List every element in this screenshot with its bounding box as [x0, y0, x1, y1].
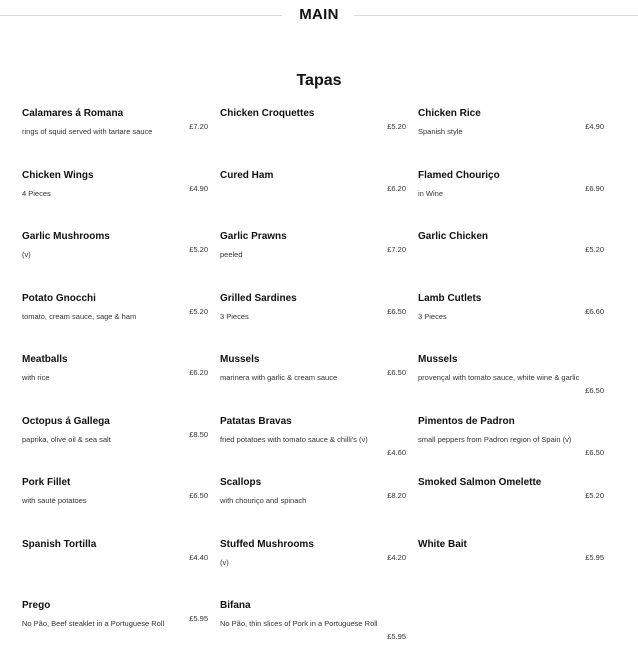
menu-item-description: in Wine: [418, 188, 444, 198]
menu-item: [220, 354, 406, 416]
menu-item-name: Garlic Mushrooms: [22, 231, 110, 242]
menu-item: [22, 231, 208, 293]
menu-item-name: Mussels: [418, 354, 458, 365]
menu-item: [22, 354, 208, 416]
header-rule-right: [354, 15, 638, 16]
menu-item-name: Patatas Bravas: [220, 415, 292, 427]
menu-item-description: No Pão, Beef steaklet in a Portuguese Roll: [22, 619, 165, 628]
menu-item-description: (v): [220, 557, 229, 567]
menu-item: [418, 231, 604, 293]
menu-item-name: Lamb Cutlets: [418, 292, 482, 304]
menu-item: [22, 293, 208, 355]
menu-item-name: Octopus á Gallega: [22, 415, 110, 427]
menu-item: [418, 416, 604, 478]
menu-item: [22, 416, 208, 478]
menu-item-price: £4.40: [189, 552, 208, 562]
menu-item-name: Stuffed Mushrooms: [220, 538, 314, 550]
menu-item-name: Smoked Salmon Omelette: [418, 477, 542, 488]
menu-item-description: provençal with tomato sauce, white wine & garlic: [418, 373, 580, 382]
menu-item-price: £7.20: [189, 122, 208, 131]
menu-item: [418, 354, 604, 416]
menu-item: [418, 477, 604, 539]
menu-item: [220, 416, 406, 478]
menu-item-description: with sauté potatoes: [22, 496, 87, 505]
menu-item-name: Pork Fillet: [22, 477, 71, 488]
menu-item: [22, 477, 208, 539]
menu-item-name: Spanish Tortilla: [22, 538, 97, 550]
menu-item: [220, 108, 406, 170]
menu-item: [220, 170, 406, 232]
menu-item-description: marinera with garlic & cream sauce: [220, 373, 338, 382]
menu-item-name: Cured Ham: [220, 169, 274, 181]
menu-title: MAIN: [299, 6, 339, 23]
menu-item-price: £6.50: [585, 386, 604, 395]
menu-item-price: £5.20: [585, 245, 604, 254]
menu-item-name: Potato Gnocchi: [22, 292, 96, 304]
menu-item-price: £7.20: [387, 245, 406, 254]
menu-item-price: £5.95: [189, 614, 208, 623]
menu-item-name: Pimentos de Padron: [418, 415, 515, 427]
menu-item-description: 3 Pieces: [418, 311, 447, 321]
menu-item-name: Meatballs: [22, 354, 68, 365]
menu-item-price: £5.20: [189, 245, 208, 254]
menu-item-description: small peppers from Padron region of Spain (v): [418, 434, 572, 444]
menu-item-description: No Pão, thin slices of Pork in a Portuguese Roll: [220, 619, 378, 628]
menu-item-price: £6.50: [189, 491, 208, 500]
menu-item-description: rings of squid served with tartare sauce: [22, 127, 153, 136]
menu-item-price: £5.20: [387, 122, 406, 131]
menu-item-name: Chicken Wings: [22, 169, 94, 181]
menu-item-price: £4.90: [189, 183, 208, 193]
menu-item-description: with chouriço and spinach: [220, 496, 307, 505]
menu-item-description: paprika, olive oil & sea salt: [22, 434, 111, 444]
menu-item-price: £8.20: [387, 491, 406, 500]
menu-item-price: £4.60: [387, 447, 406, 457]
menu-item-name: Scallops: [220, 477, 262, 488]
menu-item-name: Mussels: [220, 354, 260, 365]
menu-item-name: Garlic Chicken: [418, 231, 489, 242]
menu-item: [22, 170, 208, 232]
menu-item: [22, 600, 208, 662]
menu-item-price: £5.95: [387, 632, 406, 641]
menu-item-description: tomato, cream sauce, sage & ham: [22, 311, 137, 321]
menu-item-price: £4.20: [387, 552, 406, 562]
menu-item-price: £4.90: [585, 122, 604, 131]
menu-item-description: peeled: [220, 250, 243, 259]
menu-item-price: £5.20: [189, 306, 208, 316]
menu-item-name: Chicken Rice: [418, 108, 481, 119]
menu-item-name: Flamed Chouriço: [418, 169, 500, 181]
menu-item: [418, 293, 604, 355]
menu-item-name: Grilled Sardines: [220, 292, 297, 304]
menu-grid: [22, 108, 604, 662]
menu-item-price: £6.20: [189, 368, 208, 377]
menu-item-price: £6.60: [585, 306, 604, 316]
menu-header: [0, 6, 638, 26]
menu-item-price: £6.50: [387, 368, 406, 377]
menu-item-price: £5.20: [585, 491, 604, 500]
menu-item: [220, 231, 406, 293]
menu-item-price: £6.50: [387, 306, 406, 316]
menu-item: [418, 108, 604, 170]
menu-item: [22, 108, 208, 170]
menu-item: [220, 539, 406, 601]
menu-item: [22, 539, 208, 601]
section-title: Tapas: [296, 72, 342, 89]
menu-item-description: (v): [22, 250, 31, 259]
menu-item-name: White Bait: [418, 538, 467, 550]
menu-item: [418, 539, 604, 601]
menu-item-description: 4 Pieces: [22, 188, 51, 198]
menu-item-name: Bifana: [220, 600, 251, 611]
menu-item-description: fried potatoes with tomato sauce & chilli's (v): [220, 434, 368, 444]
menu-item-price: £5.95: [585, 552, 604, 562]
menu-item-name: Garlic Prawns: [220, 231, 287, 242]
menu-item-name: Calamares á Romana: [22, 108, 124, 119]
menu-item: [220, 600, 406, 662]
menu-item: [220, 293, 406, 355]
menu-item-description: 3 Pieces: [220, 311, 249, 321]
menu-item-price: £6.20: [387, 183, 406, 193]
menu-item: [220, 477, 406, 539]
menu-item-price: £6.90: [585, 183, 604, 193]
menu-item-price: £6.50: [585, 447, 604, 457]
menu-item: [418, 170, 604, 232]
menu-item-description: with rice: [22, 373, 50, 382]
menu-item-name: Chicken Croquettes: [220, 108, 315, 119]
menu-item-price: £8.50: [189, 429, 208, 439]
menu-item-name: Prego: [22, 600, 51, 611]
menu-item-description: Spanish style: [418, 127, 463, 136]
